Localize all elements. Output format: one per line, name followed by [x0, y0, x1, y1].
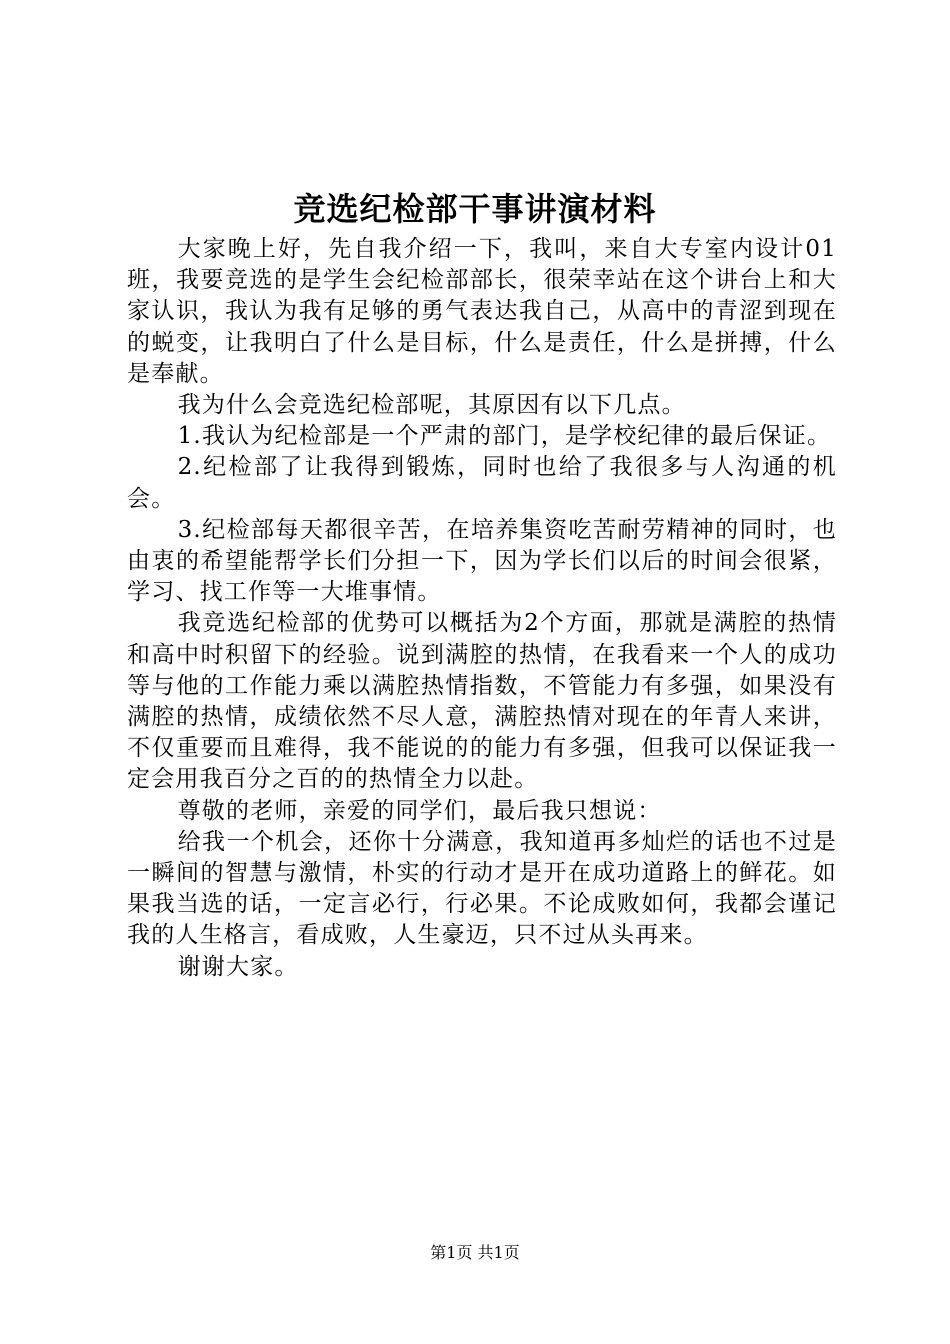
paragraph-reason-3: 3.纪检部每天都很辛苦，在培养集资吃苦耐劳精神的同时，也由衷的希望能帮学长们分担一下，因为学长们以后的时间会很紧，学习、找工作等一大堆事情。 — [127, 516, 837, 606]
document-body — [127, 234, 837, 983]
paragraph-address: 尊敬的老师，亲爱的同学们，最后我只想说： — [177, 797, 662, 824]
paragraph-intro: 大家晚上好，先自我介绍一下，我叫，来自大专室内设计01班，我要竞选的是学生会纪检部部长，很荣幸站在这个讲台上和大家认识，我认为我有足够的勇气表达我自己，从高中的青涩到现在的蜕变，让我明白了什么是目标，什么是责任，什么是拼搏，什么是奉献。 — [127, 236, 837, 387]
paragraph-reason-1: 1.我认为纪检部是一个严肃的部门，是学校纪律的最后保证。 — [177, 423, 832, 450]
paragraph-reasons-intro: 我为什么会竞选纪检部呢，其原因有以下几点。 — [177, 392, 686, 419]
paragraph-closing: 给我一个机会，还你十分满意，我知道再多灿烂的话也不过是一瞬间的智慧与激情，朴实的行动才是开在成功道路上的鲜花。如果我当选的话，一定言必行，行必果。不论成败如何，我都会谨记我的人生格言，看成败，人生豪迈，只不过从头再来。 — [127, 828, 837, 949]
paragraph-reason-2: 2.纪检部了让我得到锻炼，同时也给了我很多与人沟通的机会。 — [127, 454, 837, 512]
page-number-footer: 第1页 共1页 — [430, 1243, 520, 1262]
paragraph-thanks: 谢谢大家。 — [177, 953, 299, 980]
document-title: 竞选纪检部干事讲演材料 — [293, 190, 657, 228]
paragraph-advantages: 我竞选纪检部的优势可以概括为2个方面，那就是满腔的热情和高中时积留下的经验。说到满腔的热情，在我看来一个人的成功等与他的工作能力乘以满腔热情指数，不管能力有多强，如果没有满腔的热情，成绩依然不尽人意，满腔热情对现在的年青人来讲，不仅重要而且难得，我不能说的的能力有多强，但我可以保证我一定会用我百分之百的的热情全力以赴。 — [127, 610, 837, 793]
